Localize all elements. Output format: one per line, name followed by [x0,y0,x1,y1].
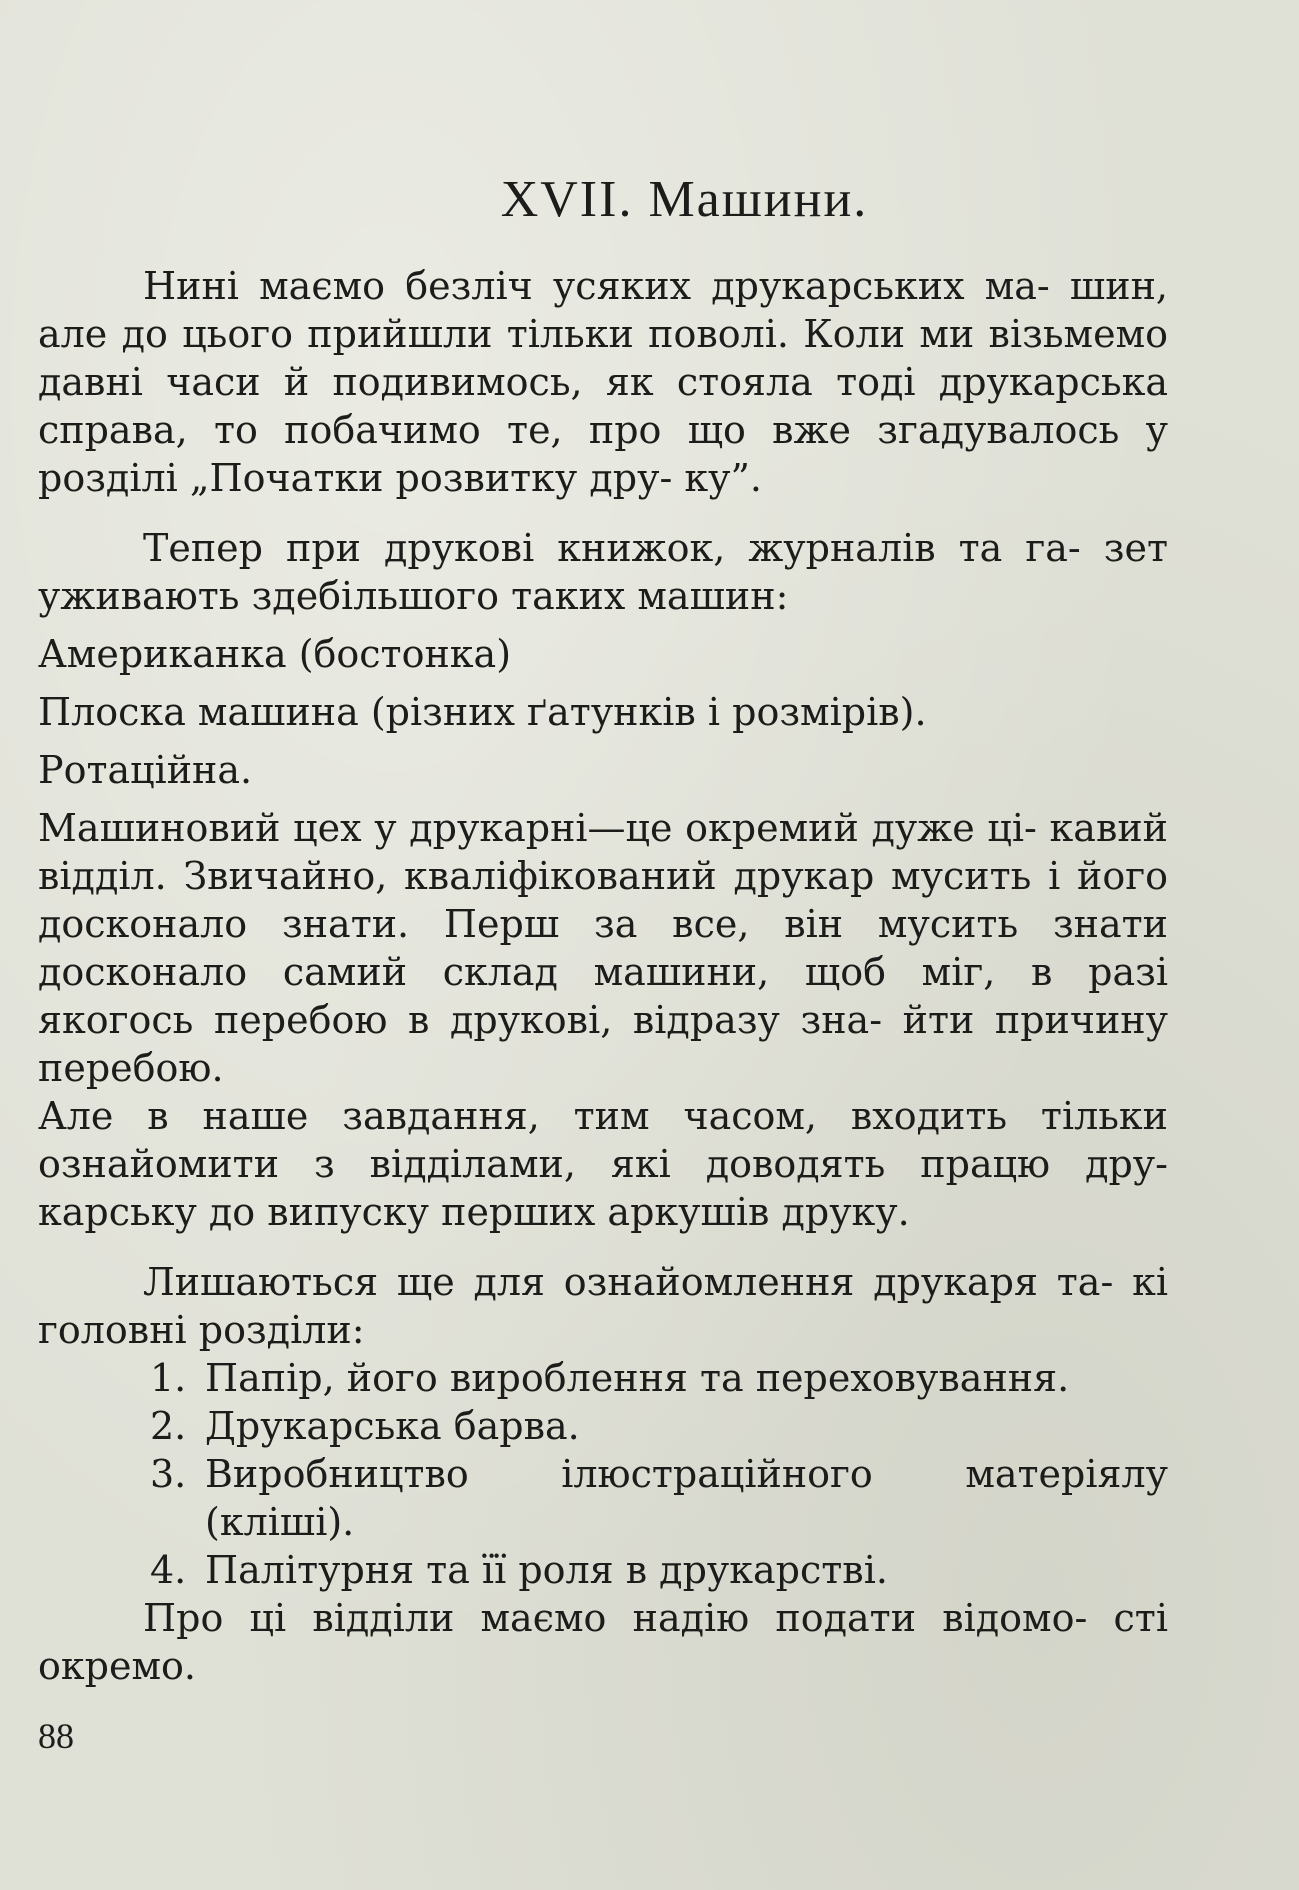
chapter-title: XVII. Машини. [500,171,869,228]
machine-type-flat: Плоска машина (різних ґатунків і розмірів). [38,690,927,734]
list-item-text: Папір, його вироблення та переховування. [205,1356,1070,1400]
list-item-number: 2. [150,1404,187,1448]
list-item-number: 3. [150,1452,187,1496]
machine-type-american: Американка (бостонка) [38,632,512,676]
list-item-number: 1. [150,1356,187,1400]
page-body [38,262,1168,1690]
paragraph-task: Але в наше завдання, тим часом, входить тільки ознайомити з відділами, які доводять працю дру- карську до випуску перших аркушів друку. [38,1094,1168,1234]
list-item [38,1402,1168,1450]
machine-type-rotary: Ротаційна. [38,748,253,792]
list-item-text: Друкарська барва. [205,1404,580,1448]
paragraph-machine-shop: Машиновий цех у друкарні—це окремий дуже ці- кавий відділ. Звичайно, кваліфікований друкар мусить і його досконало знати. Перш за все, він мусить знати досконало самий склад машини, щоб міг, в разі якогось перебою в друкові, відразу зна- йти причину перебою. [38,806,1168,1090]
list-item-number: 4. [150,1548,187,1592]
paragraph-remaining-sections: Лишаються ще для ознайомлення друкаря та- кі головні розділи: [38,1260,1168,1352]
list-item [38,1450,1168,1546]
page-number: 88 [38,1716,74,1756]
paragraph-intro: Нині маємо безліч усяких друкарських ма- шин, але до цього прийшли тільки поволі. Коли ми візьмемо давні часи й подивимось, як стояла тоді друкарська справа, то побачимо те, про що вже згадувалось у розділі „Початки розвитку дру- ку”. [38,264,1168,500]
list-item-text: Палітурня та її роля в друкарстві. [205,1548,888,1592]
paragraph-closing: Про ці відділи маємо надію подати відомо- сті окремо. [38,1596,1168,1688]
list-item [38,1546,1168,1594]
list-item-text: Виробництво ілюстраційного матеріялу (кліші). [205,1452,1168,1544]
sections-list [38,1354,1168,1594]
list-item [38,1354,1168,1402]
paragraph-machines-used: Тепер при друкові книжок, журналів та га- зет уживають здебільшого таких машин: [38,526,1168,618]
